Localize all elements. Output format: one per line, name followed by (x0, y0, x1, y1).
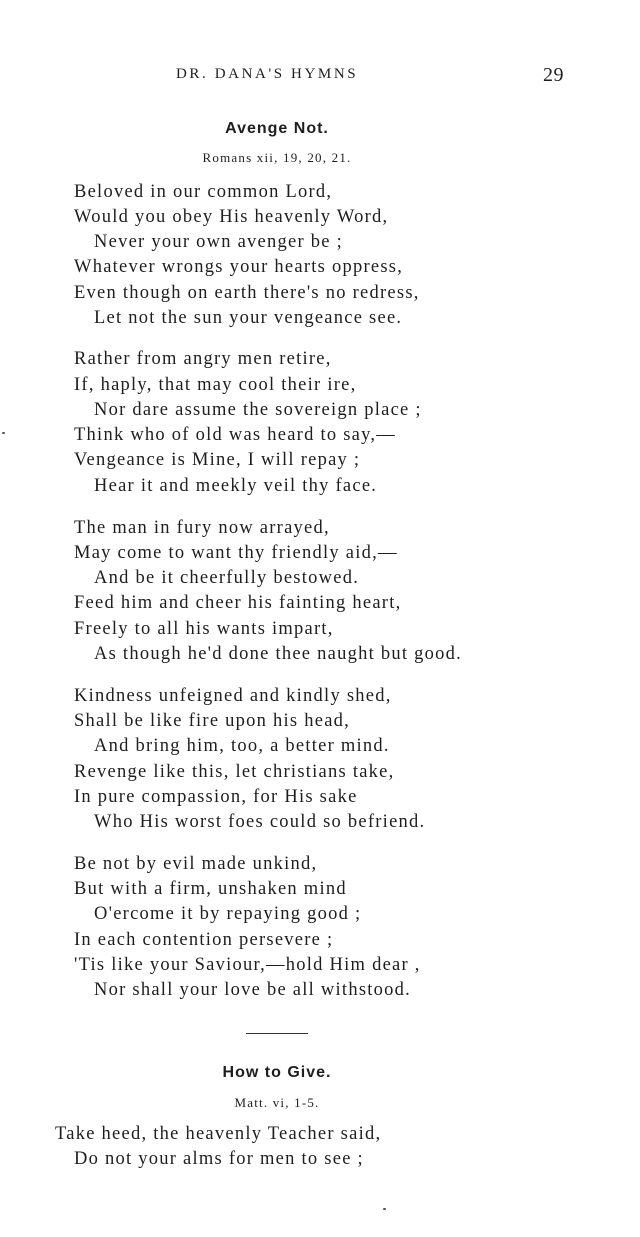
verse-line: Let not the sun your vengeance see. (94, 308, 403, 328)
verse-line: In pure compassion, for His sake (74, 787, 358, 807)
verse-line: Whatever wrongs your hearts oppress, (74, 257, 404, 277)
verse-line: May come to want thy friendly aid,— (74, 543, 398, 563)
verse-line: Who His worst foes could so befriend. (94, 812, 426, 832)
verse-line: If, haply, that may cool their ire, (74, 375, 357, 395)
verse-line: Freely to all his wants impart, (74, 619, 334, 639)
verse-line: Hear it and meekly veil thy face. (94, 476, 378, 496)
verse-line: In each contention persevere ; (74, 930, 334, 950)
hymn-title: Avenge Not. (225, 120, 329, 137)
verse-line: Would you obey His heavenly Word, (74, 207, 389, 227)
running-title: DR. DANA'S HYMNS (176, 66, 359, 82)
verse-line: Beloved in our common Lord, (74, 182, 333, 202)
verse-line: O'ercome it by repaying good ; (94, 904, 362, 924)
verse-line: Nor shall your love be all withstood. (94, 980, 412, 1000)
section-divider (246, 1033, 308, 1034)
paper-speck (2, 432, 5, 434)
verse-line: Be not by evil made unkind, (74, 854, 318, 874)
verse-line: But with a firm, unshaken mind (74, 879, 347, 899)
verse-line: Feed him and cheer his fainting heart, (74, 593, 402, 613)
verse-line: As though he'd done thee naught but good. (94, 644, 463, 664)
page-number: 29 (543, 64, 564, 86)
verse-line: The man in fury now arrayed, (74, 518, 330, 538)
running-head (0, 64, 640, 88)
verse-line: Rather from angry men retire, (74, 349, 332, 369)
verse-line: Shall be like fire upon his head, (74, 711, 351, 731)
verse-line: And bring him, too, a better mind. (94, 736, 390, 756)
verse-line: Vengeance is Mine, I will repay ; (74, 450, 361, 470)
verse-line: Kindness unfeigned and kindly shed, (74, 686, 392, 706)
verse-line: Even though on earth there's no redress, (74, 283, 420, 303)
verse-line: Revenge like this, let christians take, (74, 762, 395, 782)
verse-line: And be it cheerfully bestowed. (94, 568, 360, 588)
verse-line: Take heed, the heavenly Teacher said, (55, 1124, 382, 1144)
verse-line: Nor dare assume the sovereign place ; (94, 400, 422, 420)
verse-line: Think who of old was heard to say,— (74, 425, 397, 445)
scripture-reference: Romans xii, 19, 20, 21. (202, 150, 352, 165)
verse-line: Never your own avenger be ; (94, 232, 343, 252)
scripture-reference: Matt. vi, 1-5. (234, 1095, 320, 1110)
verse-line: Do not your alms for men to see ; (74, 1149, 364, 1169)
verse-line: 'Tis like your Saviour,—hold Him dear , (74, 955, 421, 975)
hymn-title: How to Give. (222, 1064, 332, 1081)
paper-speck (383, 1208, 386, 1210)
